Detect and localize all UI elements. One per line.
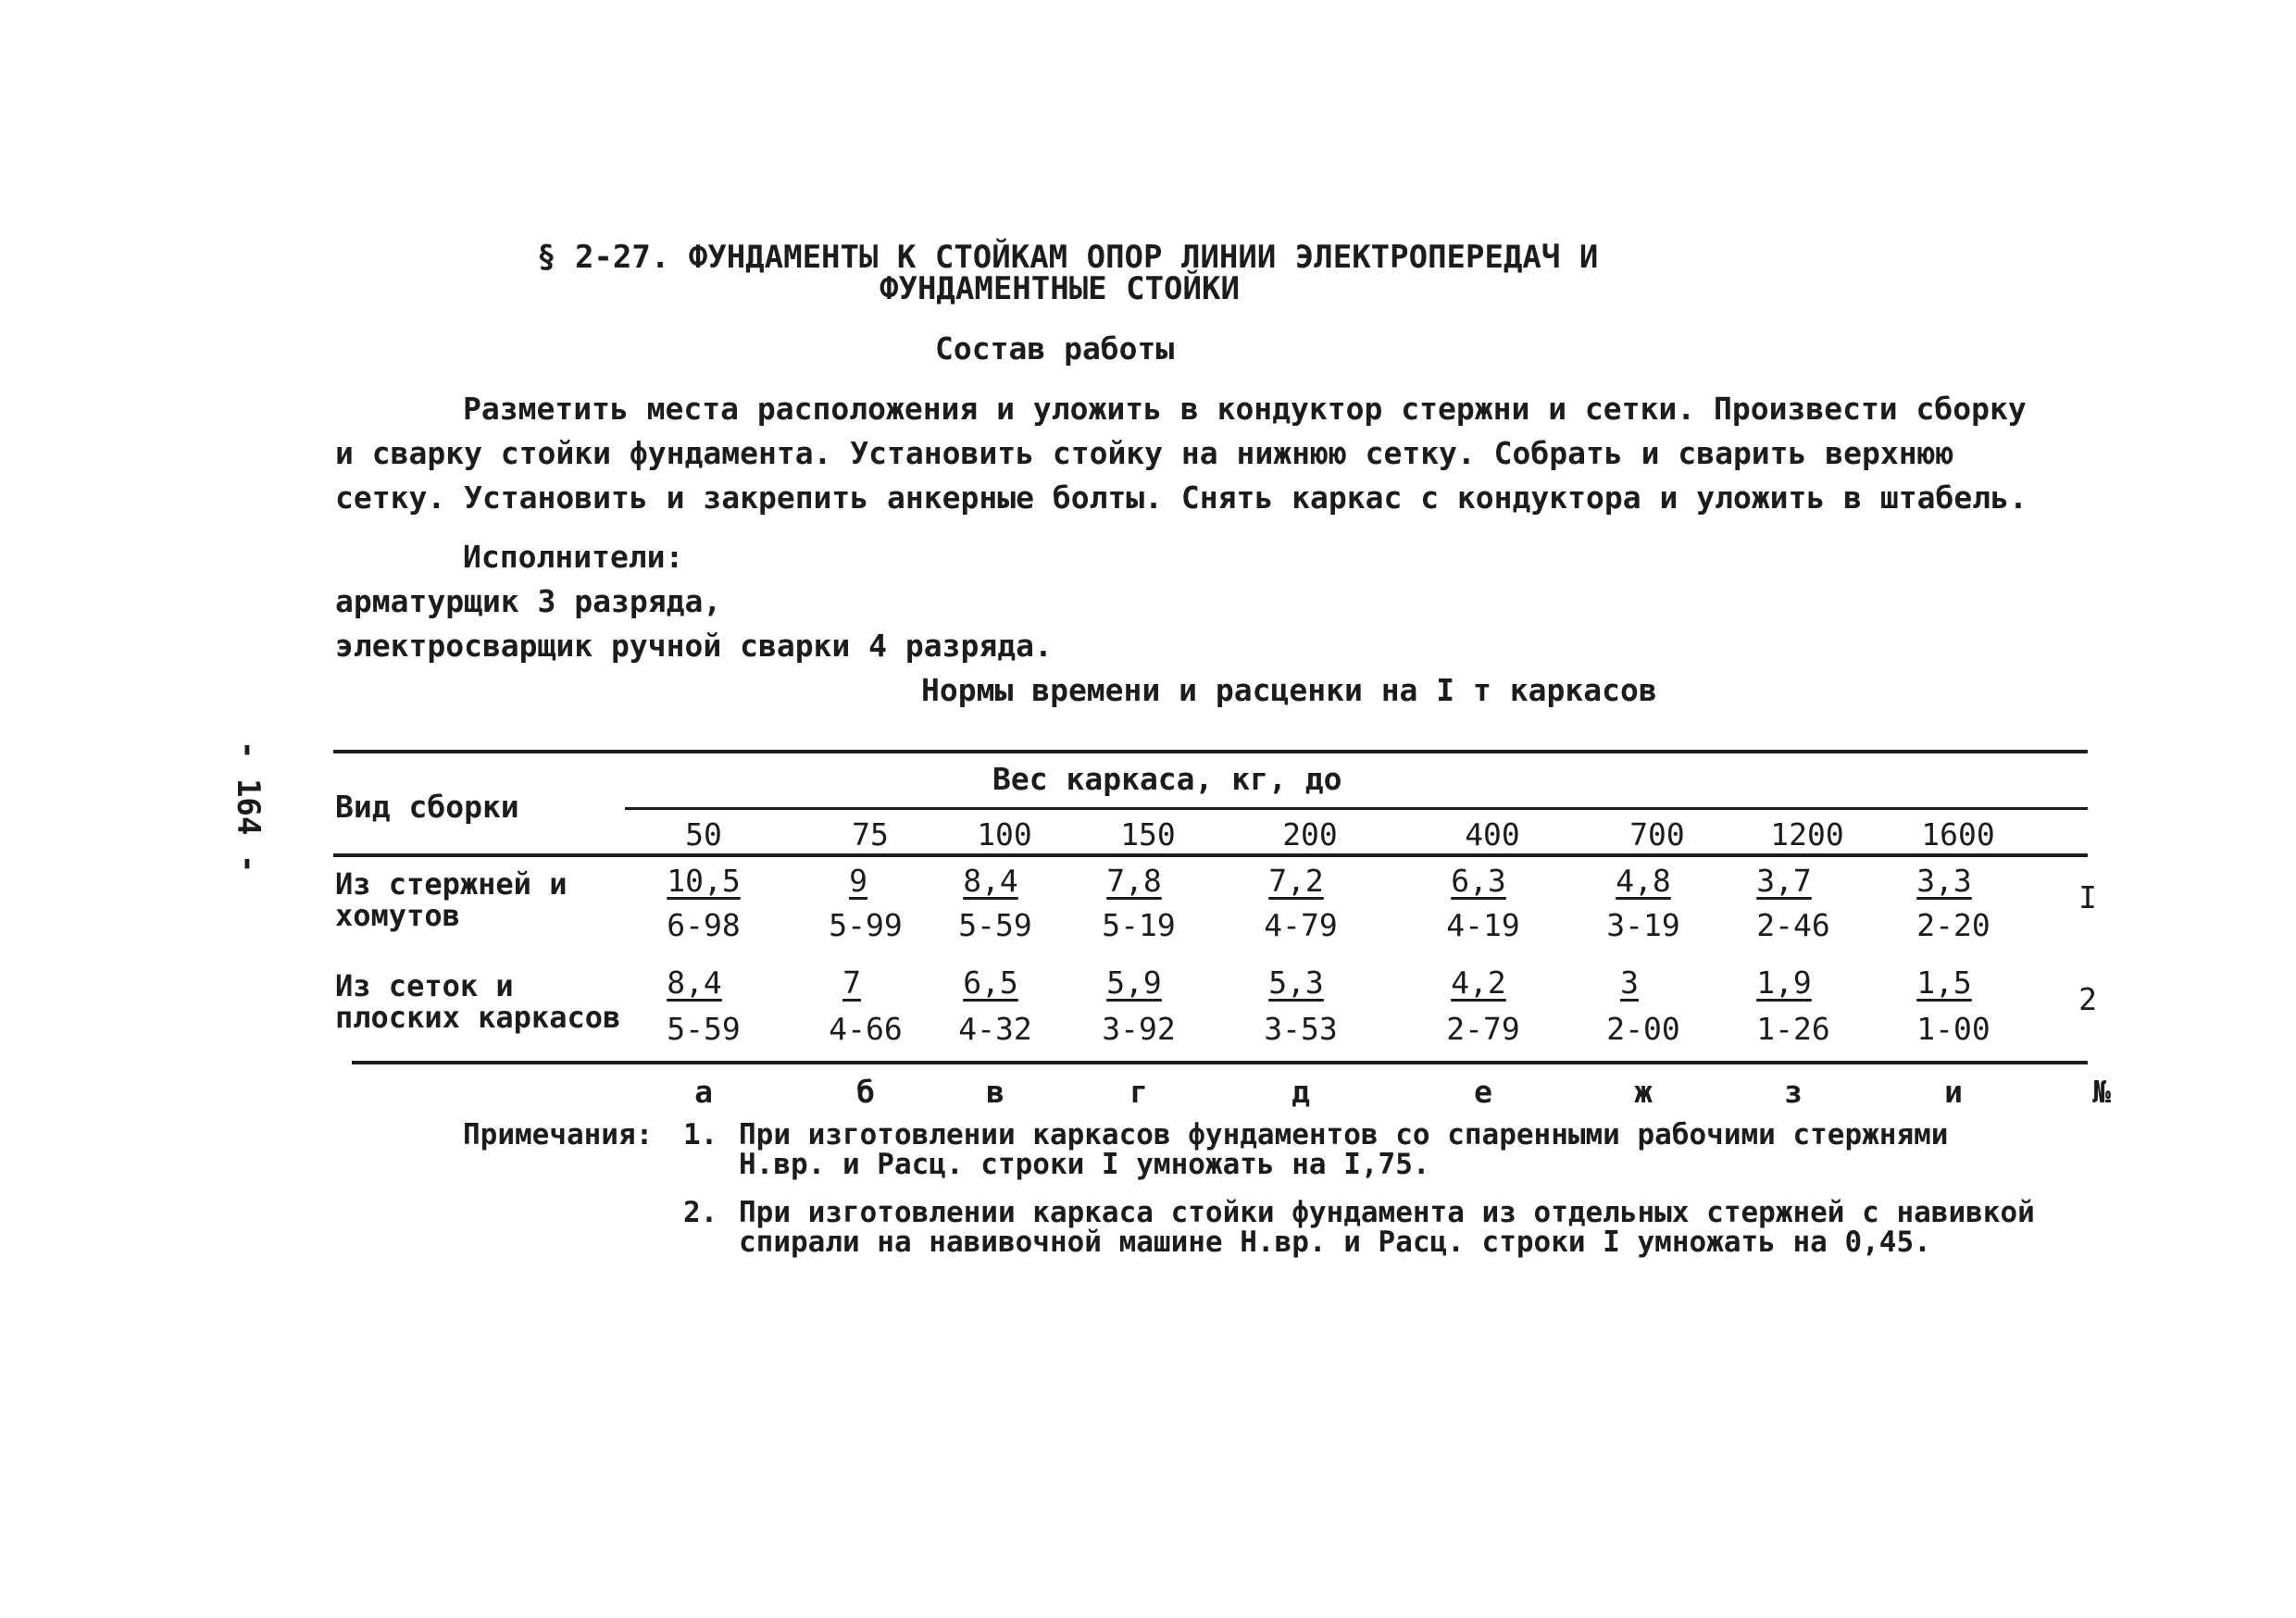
header-bottom-rule bbox=[333, 853, 2088, 857]
row-2-rate: 1-26 bbox=[1756, 1011, 1830, 1047]
row-2-norm: 4,2 bbox=[1451, 965, 1506, 1001]
weight-group-rule bbox=[625, 807, 2088, 810]
row-2-norm: 7 bbox=[842, 965, 861, 1001]
notes-label: Примечания: bbox=[463, 1118, 654, 1151]
weight-col-header: 100 bbox=[977, 816, 1032, 853]
row-2-number: 2 bbox=[2078, 981, 2097, 1017]
row-1-norm: 10,5 bbox=[667, 863, 741, 899]
row-2-label-line1: Из сеток и bbox=[335, 968, 514, 1003]
note-1-line2: Н.вр. и Расц. строки I умножать на I,75. bbox=[739, 1148, 1430, 1181]
weight-col-header: 700 bbox=[1629, 816, 1685, 853]
weight-col-header: 1600 bbox=[1921, 816, 1995, 853]
row-1-rate: 6-98 bbox=[667, 907, 741, 943]
row-1-norm: 3,7 bbox=[1756, 863, 1812, 899]
note-2-line1: При изготовлении каркаса стойки фундамента из отдельных стержней с навивкой bbox=[739, 1196, 2035, 1229]
col-letter: з bbox=[1784, 1074, 1803, 1110]
row-2-rate: 4-66 bbox=[829, 1011, 903, 1047]
row-1-label-line2: хомутов bbox=[335, 898, 460, 933]
weight-col-header: 150 bbox=[1120, 816, 1176, 853]
row-2-rate: 1-00 bbox=[1916, 1011, 1990, 1047]
weight-col-header: 400 bbox=[1465, 816, 1520, 853]
page-number: - 164 - bbox=[230, 741, 267, 874]
col-header-assembly-type: Вид сборки bbox=[335, 789, 519, 825]
row-2-norm: 1,9 bbox=[1756, 965, 1812, 1001]
section-title-line1: § 2-27. ФУНДАМЕНТЫ К СТОЙКАМ ОПОР ЛИНИИ ЭЛЕКТРОПЕРЕДАЧ И bbox=[537, 239, 1599, 276]
row-1-norm: 8,4 bbox=[963, 863, 1018, 899]
col-letter: б bbox=[856, 1074, 875, 1110]
work-line-1: Разметить места расположения и уложить в кондуктор стержни и сетки. Произвести сборку bbox=[463, 391, 2027, 427]
performer-1: арматурщик 3 разряда, bbox=[335, 583, 722, 619]
row-1-rate: 5-99 bbox=[829, 907, 903, 943]
no-sign: № bbox=[2092, 1074, 2111, 1110]
performer-2: электросварщик ручной сварки 4 разряда. bbox=[335, 628, 1053, 664]
row-2-norm: 3 bbox=[1620, 965, 1639, 1001]
row-2-rate: 2-79 bbox=[1446, 1011, 1520, 1047]
col-letter: д bbox=[1292, 1074, 1310, 1110]
row-1-rate: 4-79 bbox=[1264, 907, 1338, 943]
weight-col-header: 200 bbox=[1282, 816, 1338, 853]
row-1-rate: 4-19 bbox=[1446, 907, 1520, 943]
performers-heading: Исполнители: bbox=[463, 539, 684, 575]
col-letter: и bbox=[1944, 1074, 1963, 1110]
col-letter: ж bbox=[1634, 1074, 1653, 1110]
row-1-norm: 7,8 bbox=[1106, 863, 1162, 899]
row-2-norm: 5,3 bbox=[1268, 965, 1324, 1001]
work-line-2: и сварку стойки фундамента. Установить стойку на нижнюю сетку. Собрать и сварить верхнюю bbox=[335, 435, 1954, 471]
row-2-norm: 6,5 bbox=[963, 965, 1018, 1001]
row-1-rate: 3-19 bbox=[1606, 907, 1680, 943]
row-2-label-line2: плоских каркасов bbox=[335, 1000, 621, 1035]
row-2-norm: 1,5 bbox=[1916, 965, 1972, 1001]
row-2-norm: 8,4 bbox=[667, 965, 722, 1001]
note-2-number: 2. bbox=[683, 1196, 718, 1229]
row-1-rate: 5-19 bbox=[1102, 907, 1176, 943]
weight-col-header: 50 bbox=[685, 816, 722, 853]
row-1-norm: 6,3 bbox=[1451, 863, 1506, 899]
row-1-label-line1: Из стержней и bbox=[335, 866, 568, 902]
row-2-rate: 4-32 bbox=[958, 1011, 1032, 1047]
row-1-rate: 2-46 bbox=[1756, 907, 1830, 943]
section-title-line2: ФУНДАМЕНТНЫЕ СТОЙКИ bbox=[880, 270, 1240, 307]
row-2-rate: 5-59 bbox=[667, 1011, 741, 1047]
table-top-rule bbox=[333, 750, 2088, 753]
table-bottom-rule bbox=[352, 1061, 2088, 1064]
note-1-number: 1. bbox=[683, 1118, 718, 1151]
row-1-norm: 3,3 bbox=[1916, 863, 1972, 899]
note-1-line1: При изготовлении каркасов фундаментов со спаренными рабочими стержнями bbox=[739, 1118, 1949, 1151]
row-1-rate: 5-59 bbox=[958, 907, 1032, 943]
row-1-rate: 2-20 bbox=[1916, 907, 1990, 943]
work-line-3: сетку. Установить и закрепить анкерные болты. Снять каркас с кондуктора и уложить в штабель. bbox=[335, 479, 2028, 516]
norms-heading: Нормы времени и расценки на I т каркасов bbox=[921, 672, 1657, 708]
note-2-line2: спирали на навивочной машине Н.вр. и Расц. строки I умножать на 0,45. bbox=[739, 1226, 1931, 1259]
row-1-number: I bbox=[2078, 879, 2097, 915]
work-heading: Состав работы bbox=[935, 330, 1175, 367]
row-2-rate: 3-92 bbox=[1102, 1011, 1176, 1047]
col-letter: а bbox=[694, 1074, 713, 1110]
row-1-norm: 9 bbox=[849, 863, 867, 899]
row-2-rate: 2-00 bbox=[1606, 1011, 1680, 1047]
row-2-norm: 5,9 bbox=[1106, 965, 1162, 1001]
col-group-header-weight: Вес каркаса, кг, до bbox=[992, 761, 1342, 797]
weight-col-header: 75 bbox=[852, 816, 889, 853]
weight-col-header: 1200 bbox=[1770, 816, 1844, 853]
col-letter: г bbox=[1129, 1074, 1148, 1110]
row-1-norm: 4,8 bbox=[1616, 863, 1671, 899]
row-2-rate: 3-53 bbox=[1264, 1011, 1338, 1047]
row-1-norm: 7,2 bbox=[1268, 863, 1324, 899]
col-letter: в bbox=[986, 1074, 1004, 1110]
col-letter: е bbox=[1474, 1074, 1492, 1110]
